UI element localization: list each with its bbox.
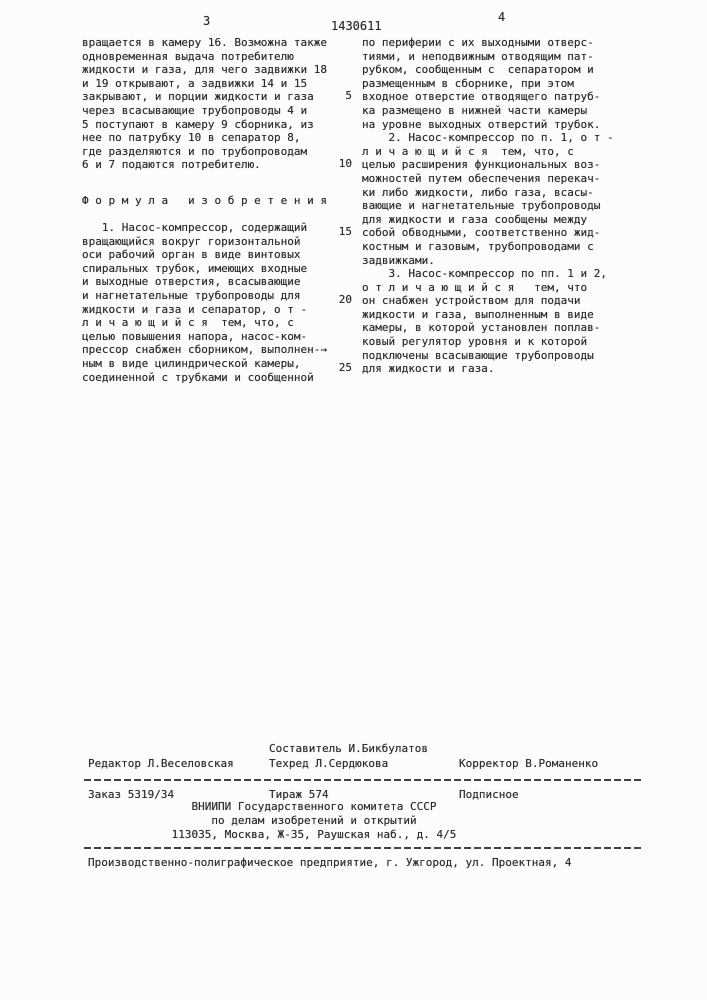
footer-techred: Техред Л.Сердюкова [269,757,389,770]
footer-org-address: 113035, Москва, Ж-35, Раушская наб., д. 4/5 [171,828,457,842]
footer-org-name: ВНИИПИ Государственного комитета СССР [191,800,437,813]
claims-heading: Ф о р м у л а и з о б р е т е н и я [82,194,328,207]
divider-dashed-line-top [84,779,644,781]
footer-org-dept: по делам изобретений и открытий [211,814,417,828]
footer-organization-block [84,800,544,843]
right-column-claims-text: по периферии с их выходными отверс- тиями, и неподвижным отводящим пат- рубком, сообщенным с сепаратором и размещенным в сборнике, при этом входное отверстие отводящего патруб- ка размещено в нижней части камеры на уровне выходных отверстий трубок. 2. Насос-компрессор по п. 1, о т - л и ч а ю щ и й с я тем, что, с целью расширения функциональных воз- можностей путем обеспечения перекач- ки либо жидкости, либо газа, всасы- вающие и нагнетательные трубопроводы для жидкости и газа сообщены между собой обводными, соответственно жид- костным и газовым, трубопроводами с задвижками. 3. Насос-компрессор по пп. 1 и 2, о т л и ч а ю щ и й с я тем, что он снабжен устройством для подачи жидкости и газа, выполненным в виде камеры, в которой установлен поплав- ковый регулятор уровня и к которой подключены всасывающие трубопроводы для жидкости и газа. [362,36,614,376]
line-number-15: 15 [338,225,352,238]
page-number-right: 4 [498,10,506,24]
line-number-10: 10 [338,157,352,170]
page-number-left: 3 [203,14,211,28]
left-column-claim-1: 1. Насос-компрессор, содержащий вращающийся вокруг горизонтальной оси рабочий орган в виде винтовых спиральных трубок, имеющих входные и выходные отверстия, всасывающие и нагнетательные трубопроводы для жидкости и газа и сепаратор, о т - л и ч а ю щ и й с я тем, что, с целью повышения напора, насос-ком- прессор снабжен сборником, выполнен-→ ным в виде цилиндрической камеры, соединенной с трубками и сообщенной [82,221,328,384]
left-column-intro-paragraph: вращается в камеру 16. Возможна также одновременная выдача потребителю жидкости и газа, для чего задвижки 18 и 19 открывают, а задвижки 14 и 15 закрывают, и порции жидкости и газа через всасывающие трубопроводы 4 и 5 поступают в камеру 9 сборника, из нее по патрубку 10 в сепаратор 8, где разделяются и по трубопроводам 6 и 7 подаются потребителю. [82,36,328,172]
footer-print-run: Тираж 574 [269,788,329,801]
footer-subscription: Подписное [459,788,519,801]
footer-printing-enterprise: Производственно-полиграфическое предприятие, г. Ужгород, ул. Проектная, 4 [88,856,572,869]
footer-editor: Редактор Л.Веселовская [88,757,234,770]
line-number-5: 5 [345,89,352,102]
patent-number: 1430611 [331,19,382,33]
footer-compiler: Составитель И.Бикбулатов [269,742,428,755]
footer-order-number: Заказ 5319/34 [88,788,175,801]
footer-corrector: Корректор В.Романенко [459,757,599,770]
line-number-20: 20 [338,293,352,306]
divider-dashed-line-bottom [84,847,644,849]
line-number-25: 25 [338,361,352,374]
